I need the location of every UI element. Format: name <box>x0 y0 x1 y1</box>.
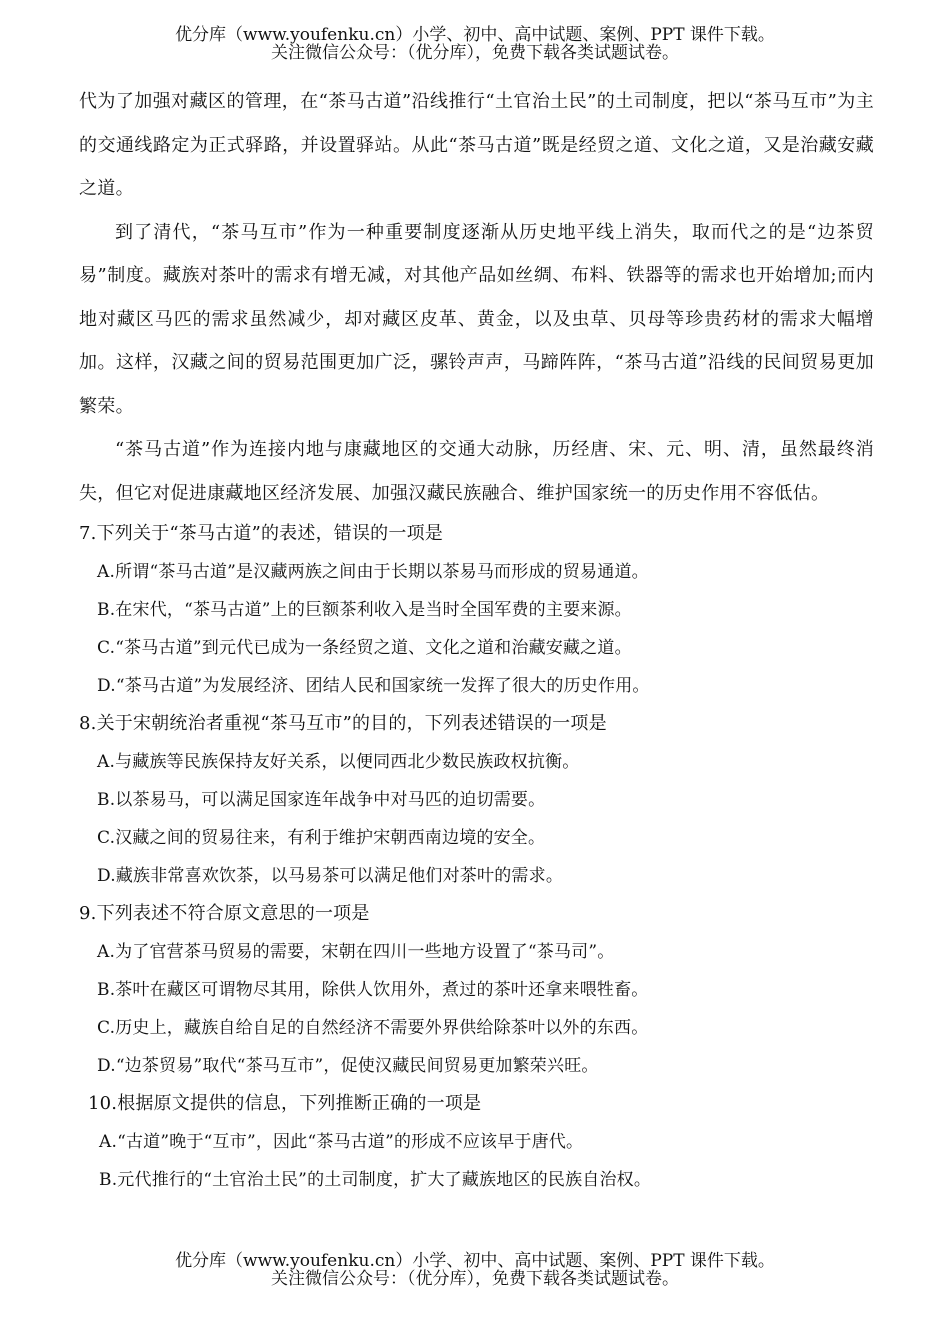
header-line-1: 优分库（www.youfenku.cn）小学、初中、高中试题、案例、PPT 课件下载。 <box>175 25 775 45</box>
page-footer <box>0 1252 950 1288</box>
option-b: B.在宋代，“茶马古道”上的巨额茶利收入是当时全国军费的主要来源。 <box>97 600 632 620</box>
question-stem: 9.下列表述不符合原文意思的一项是 <box>79 903 370 924</box>
option-d: D.“茶马古道”为发展经济、团结人民和国家统一发挥了很大的历史作用。 <box>97 676 650 696</box>
question-stem: 8.关于宋朝统治者重视“茶马互市”的目的，下列表述错误的一项是 <box>79 713 607 734</box>
option-b: B.元代推行的“土官治土民”的土司制度，扩大了藏族地区的民族自治权。 <box>99 1170 652 1190</box>
question-7 <box>79 515 874 705</box>
option-b: B.茶叶在藏区可谓物尽其用，除供人饮用外，煮过的茶叶还拿来喂牲畜。 <box>97 980 649 1000</box>
option-c: C.“茶马古道”到元代已成为一条经贸之道、文化之道和治藏安藏之道。 <box>97 638 632 658</box>
question-10 <box>79 1085 874 1199</box>
option-b: B.以茶易马，可以满足国家连年战争中对马匹的迫切需要。 <box>97 790 546 810</box>
passage-paragraph-1: 代为了加强对藏区的管理，在“茶马古道”沿线推行“土官治土民”的土司制度，把以“茶马互市”为主的交通线路定为正式驿路，并设置驿站。从此“茶马古道”既是经贸之道、文化之道，又是治藏安藏之道。 <box>79 91 874 199</box>
option-a: A.“古道”晚于“互市”，因此“茶马古道”的形成不应该早于唐代。 <box>99 1132 584 1152</box>
option-d: D.藏族非常喜欢饮茶，以马易茶可以满足他们对茶叶的需求。 <box>97 866 564 886</box>
option-a: A.为了官营茶马贸易的需要，宋朝在四川一些地方设置了“茶马司”。 <box>97 942 615 962</box>
option-a: A.与藏族等民族保持友好关系，以便同西北少数民族政权抗衡。 <box>97 752 580 772</box>
header-line-2: 关注微信公众号：（优分库），免费下载各类试题试卷。 <box>271 43 679 63</box>
passage-paragraph-2: 到了清代，“茶马互市”作为一种重要制度逐渐从历史地平线上消失，取而代之的是“边茶贸易”制度。藏族对茶叶的需求有增无减，对其他产品如丝绸、布料、铁器等的需求也开始增加;而内地对藏区马匹的需求虽然减少，却对藏区皮革、黄金，以及虫草、贝母等珍贵药材的需求大幅增加。这样，汉藏之间的贸易范围更加广泛，骡铃声声，马蹄阵阵，“茶马古道”沿线的民间贸易更加繁荣。 <box>79 221 874 417</box>
page-header <box>0 26 950 62</box>
option-d: D.“边茶贸易”取代“茶马互市”，促使汉藏民间贸易更加繁荣兴旺。 <box>97 1056 599 1076</box>
question-stem: 10.根据原文提供的信息，下列推断正确的一项是 <box>88 1093 482 1114</box>
footer-line-2: 关注微信公众号：（优分库），免费下载各类试题试卷。 <box>271 1269 679 1289</box>
option-c: C.汉藏之间的贸易往来，有利于维护宋朝西南边境的安全。 <box>97 828 546 848</box>
passage-paragraph-3: “茶马古道”作为连接内地与康藏地区的交通大动脉，历经唐、宋、元、明、清，虽然最终消失，但它对促进康藏地区经济发展、加强汉藏民族融合、维护国家统一的历史作用不容低估。 <box>79 439 874 504</box>
page-content <box>79 80 874 1199</box>
question-8 <box>79 705 874 895</box>
footer-line-1: 优分库（www.youfenku.cn）小学、初中、高中试题、案例、PPT 课件下载。 <box>175 1251 775 1271</box>
option-c: C.历史上，藏族自给自足的自然经济不需要外界供给除茶叶以外的东西。 <box>97 1018 649 1038</box>
question-stem: 7.下列关于“茶马古道”的表述，错误的一项是 <box>79 523 443 544</box>
question-9 <box>79 895 874 1085</box>
option-a: A.所谓“茶马古道”是汉藏两族之间由于长期以茶易马而形成的贸易通道。 <box>97 562 649 582</box>
